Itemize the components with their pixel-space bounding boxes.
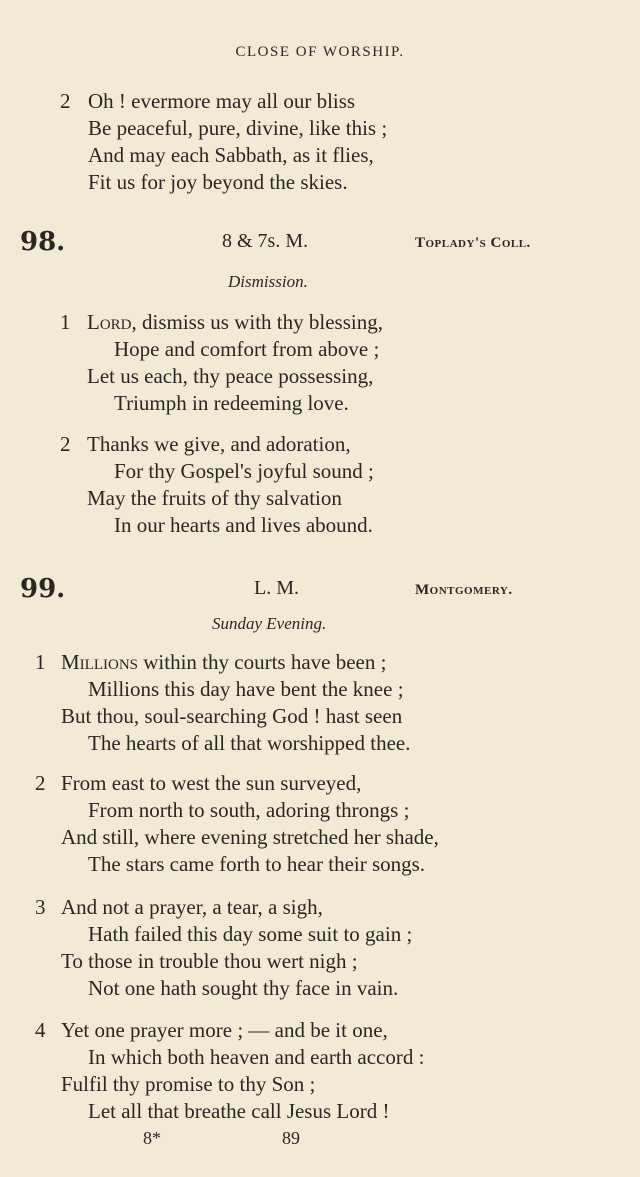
verse-line: In which both heaven and earth accord :: [88, 1045, 425, 1069]
verse-line: Millions this day have bent the knee ;: [88, 677, 404, 701]
hymn-author: Montgomery.: [415, 582, 513, 598]
verse-line: The hearts of all that worshipped thee.: [88, 731, 411, 755]
hymn-author: Toplady's Coll.: [415, 235, 531, 251]
verse-number: 1: [60, 310, 71, 334]
verse-line: Fulfil thy promise to thy Son ;: [61, 1072, 316, 1096]
verse-line: Be peaceful, pure, divine, like this ;: [88, 116, 388, 140]
hymn-number: 98.: [20, 227, 66, 257]
verse-number: 1: [35, 650, 46, 674]
verse-line: From east to west the sun surveyed,: [61, 771, 362, 795]
verse-line: To those in trouble thou wert nigh ;: [61, 949, 358, 973]
verse-number: 2: [60, 89, 71, 113]
verse-line: Hath failed this day some suit to gain ;: [88, 922, 413, 946]
hymn-number: 99.: [20, 574, 66, 604]
hymn-meter: L. M.: [254, 577, 299, 599]
verse-line: From north to south, adoring throngs ;: [88, 798, 410, 822]
hymn-meter: 8 & 7s. M.: [222, 230, 309, 252]
verse-line: Thanks we give, and adoration,: [87, 432, 351, 456]
verse-line: The stars came forth to hear their songs.: [88, 852, 426, 876]
verse-line: Oh ! evermore may all our bliss: [88, 89, 356, 113]
verse-line: Millions within thy courts have been ;: [61, 650, 387, 674]
verse-line: May the fruits of thy salvation: [87, 486, 342, 510]
verse-line: Hope and comfort from above ;: [114, 337, 380, 361]
verse-number: 2: [60, 432, 71, 456]
verse-line: And still, where evening stretched her shade,: [61, 825, 439, 849]
verse-line: Yet one prayer more ; — and be it one,: [61, 1018, 388, 1042]
verse-line: But thou, soul-searching God ! hast seen: [61, 704, 403, 728]
verse-number: 2: [35, 771, 46, 795]
verse-line: For thy Gospel's joyful sound ;: [114, 459, 374, 483]
verse-line: In our hearts and lives abound.: [114, 513, 373, 537]
hymn-subtitle: Sunday Evening.: [212, 614, 327, 633]
verse-line: And not a prayer, a tear, a sigh,: [61, 895, 323, 919]
verse-line: Let us each, thy peace possessing,: [87, 364, 374, 388]
verse-line: Fit us for joy beyond the skies.: [88, 170, 348, 194]
verse-line: Let all that breathe call Jesus Lord !: [88, 1099, 390, 1123]
signature-mark: 8*: [143, 1128, 161, 1148]
verse-number: 4: [35, 1018, 46, 1042]
verse-number: 3: [35, 895, 46, 919]
verse-line: Triumph in redeeming love.: [114, 391, 349, 415]
verse-line: Lord, dismiss us with thy blessing,: [87, 310, 383, 334]
running-header: CLOSE OF WORSHIP.: [235, 44, 405, 60]
hymn-subtitle: Dismission.: [228, 272, 308, 291]
verse-line: Not one hath sought thy face in vain.: [88, 976, 399, 1000]
page-number: 89: [282, 1128, 300, 1148]
verse-line: And may each Sabbath, as it flies,: [88, 143, 374, 167]
